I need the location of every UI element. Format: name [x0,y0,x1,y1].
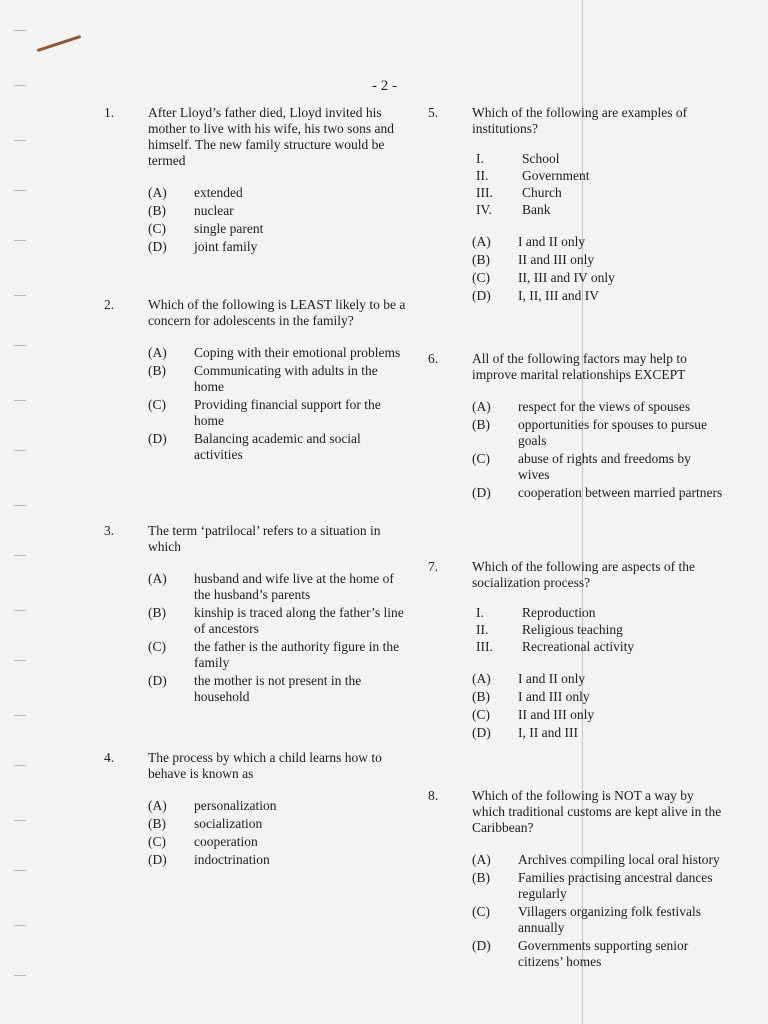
roman-text: Religious teaching [522,622,623,637]
option-d[interactable] [472,288,724,304]
question-text: Which of the following is LEAST likely to be a concern for adolescents in the family? [148,297,406,328]
question-2 [100,297,410,465]
option-letter: (C) [472,707,490,722]
question-7 [424,559,724,743]
question-number: 1. [104,105,115,120]
option-b[interactable] [148,605,410,637]
option-letter: (D) [472,485,491,500]
option-d[interactable] [472,485,724,501]
option-text: joint family [194,239,258,254]
option-text: indoctrination [194,852,270,867]
option-d[interactable] [148,239,410,255]
option-letter: (B) [472,689,490,704]
option-text: nuclear [194,203,234,218]
question-5 [424,105,724,306]
option-a[interactable] [472,852,724,868]
option-letter: (C) [472,270,490,285]
options-list [472,852,724,970]
option-letter: (D) [472,288,491,303]
option-letter: (D) [148,673,167,688]
option-text: the mother is not present in the household [194,673,362,704]
roman-text: Reproduction [522,605,596,620]
option-b[interactable] [472,689,724,705]
option-c[interactable] [148,834,410,850]
option-c[interactable] [472,904,724,936]
option-text: personalization [194,798,277,813]
option-text: Providing financial support for the home [194,397,381,428]
roman-text: Church [522,185,562,200]
option-d[interactable] [472,725,724,741]
option-a[interactable] [148,185,410,201]
option-letter: (A) [472,234,491,249]
roman-item [472,202,724,218]
question-4 [100,750,410,870]
option-a[interactable] [472,671,724,687]
option-c[interactable] [148,221,410,237]
question-number: 3. [104,523,115,538]
option-text: II and III only [518,252,595,267]
question-6 [424,351,724,503]
option-letter: (D) [148,239,167,254]
question-text: After Lloyd’s father died, Lloyd invited his mother to live with his wife, his two sons and himself. The new family structure would be termed [148,105,394,168]
option-c[interactable] [472,270,724,286]
question-text: Which of the following is NOT a way by which traditional customs are kept alive in the Caribbean? [472,788,722,835]
option-text: opportunities for spouses to pursue goals [518,417,707,448]
question-number: 5. [428,105,439,120]
options-list [148,345,410,463]
option-text: kinship is traced along the father’s line of ancestors [194,605,404,636]
option-d[interactable] [472,938,724,970]
question-3 [100,523,410,707]
option-c[interactable] [472,707,724,723]
options-list [148,571,410,705]
option-text: Families practising ancestral dances regularly [518,870,713,901]
roman-numeral: IV. [476,202,492,217]
option-b[interactable] [148,203,410,219]
roman-item [472,605,724,621]
option-text: I, II, III and IV [518,288,599,303]
option-letter: (B) [148,605,166,620]
binding-edge-marks [14,0,28,1024]
option-text: cooperation [194,834,258,849]
question-text: Which of the following are aspects of the socialization process? [472,559,696,590]
option-text: socialization [194,816,263,831]
option-b[interactable] [148,363,410,395]
option-letter: (C) [472,451,490,466]
option-d[interactable] [148,431,410,463]
option-text: I and II only [518,234,586,249]
options-list [472,671,724,741]
roman-item [472,151,724,167]
question-number: 2. [104,297,115,312]
option-text: I, II and III [518,725,578,740]
option-text: husband and wife live at the home of the husband’s parents [194,571,394,602]
option-letter: (A) [148,571,167,586]
option-letter: (B) [148,363,166,378]
option-letter: (D) [472,725,491,740]
option-a[interactable] [148,345,410,361]
option-d[interactable] [148,673,410,705]
option-letter: (A) [472,671,491,686]
option-letter: (B) [472,870,490,885]
option-text: cooperation between married partners [518,485,723,500]
option-c[interactable] [148,397,410,429]
option-a[interactable] [472,234,724,250]
option-letter: (D) [148,431,167,446]
question-text: The process by which a child learns how to behave is known as [148,750,382,781]
options-list [472,234,724,304]
option-text: respect for the views of spouses [518,399,691,414]
option-b[interactable] [148,816,410,832]
option-a[interactable] [472,399,724,415]
page-number: - 2 - [372,78,397,94]
roman-text: Recreational activity [522,639,635,654]
option-a[interactable] [148,571,410,603]
option-text: Balancing academic and social activities [194,431,361,462]
question-1 [100,105,410,257]
option-letter: (C) [148,834,166,849]
option-letter: (A) [472,852,491,867]
option-text: Communicating with adults in the home [194,363,378,394]
option-text: II, III and IV only [518,270,615,285]
option-text: Archives compiling local oral history [518,852,720,867]
question-text: All of the following factors may help to improve marital relationships EXCEPT [472,351,687,382]
option-letter: (A) [148,345,167,360]
question-8 [424,788,724,972]
option-letter: (D) [472,938,491,953]
roman-numeral: III. [476,639,493,654]
question-number: 6. [428,351,439,366]
question-number: 4. [104,750,115,765]
option-letter: (B) [148,816,166,831]
roman-item [472,185,724,201]
option-text: Governments supporting senior citizens’ homes [518,938,689,969]
option-text: single parent [194,221,264,236]
question-text: Which of the following are examples of institutions? [472,105,688,136]
option-text: extended [194,185,243,200]
roman-item [472,639,724,655]
question-number: 7. [428,559,439,574]
roman-numeral: I. [476,605,484,620]
option-letter: (C) [148,221,166,236]
roman-list [472,151,724,218]
option-text: abuse of rights and freedoms by wives [518,451,691,482]
roman-text: School [522,151,560,166]
roman-numeral: II. [476,168,489,183]
option-c[interactable] [472,451,724,483]
roman-text: Bank [522,202,551,217]
option-text: II and III only [518,707,595,722]
option-a[interactable] [148,798,410,814]
pen-mark [37,35,82,52]
option-letter: (A) [148,798,167,813]
option-d[interactable] [148,852,410,868]
roman-item [472,168,724,184]
roman-numeral: II. [476,622,489,637]
option-text: I and II only [518,671,586,686]
question-text: The term ‘patrilocal’ refers to a situation in which [148,523,381,554]
option-letter: (B) [148,203,166,218]
option-letter: (A) [148,185,167,200]
option-b[interactable] [472,252,724,268]
option-letter: (A) [472,399,491,414]
option-text: Villagers organizing folk festivals annually [518,904,702,935]
roman-text: Government [522,168,590,183]
roman-item [472,622,724,638]
option-text: Coping with their emotional problems [194,345,401,360]
option-text: the father is the authority figure in the family [194,639,400,670]
option-letter: (C) [148,639,166,654]
options-list [148,798,410,868]
option-letter: (C) [148,397,166,412]
options-list [472,399,724,501]
option-b[interactable] [472,870,724,902]
option-text: I and III only [518,689,590,704]
option-letter: (B) [472,252,490,267]
roman-list [472,605,724,655]
question-number: 8. [428,788,439,803]
option-letter: (C) [472,904,490,919]
roman-numeral: III. [476,185,493,200]
option-letter: (D) [148,852,167,867]
option-b[interactable] [472,417,724,449]
option-letter: (B) [472,417,490,432]
roman-numeral: I. [476,151,484,166]
option-c[interactable] [148,639,410,671]
options-list [148,185,410,255]
